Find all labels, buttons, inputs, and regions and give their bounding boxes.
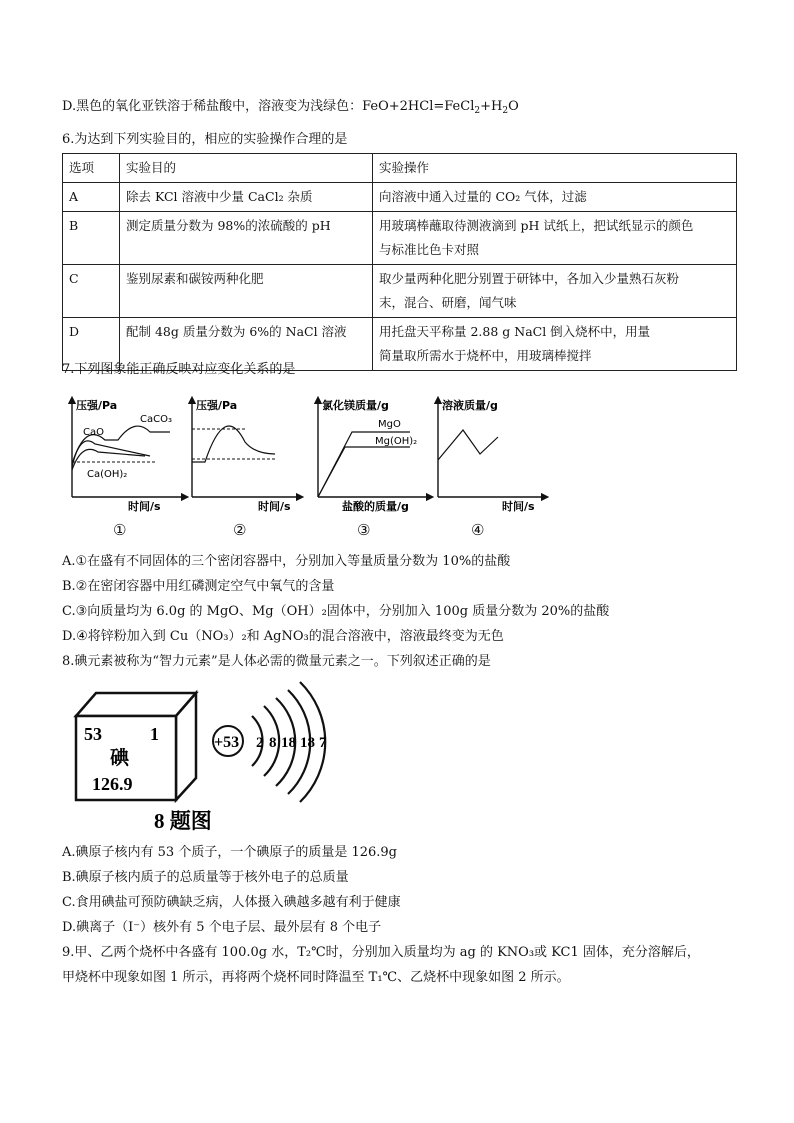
svg-text:Ca(OH)₂: Ca(OH)₂ (87, 469, 128, 480)
svg-text:MgO: MgO (378, 419, 401, 430)
q8-option-b: B.碘原子核内质子的总质量等于核外电子的总质量 (62, 870, 349, 885)
graph-3-ylabel: 氯化镁质量/g (322, 399, 389, 412)
graph-4-number: ④ (471, 521, 485, 539)
q7-option-d: D.④将锌粉加入到 Cu（NO₃）₂和 AgNO₃的混合溶液中，溶液最终变为无色 (62, 629, 504, 644)
q7-graphs (60, 392, 740, 520)
q6-table (62, 153, 737, 371)
shell-1: 2 (256, 735, 264, 751)
graph-2-number: ② (233, 521, 247, 539)
table-row: C 鉴别尿素和碳铵两种化肥 取少量两种化肥分别置于研钵中，各加入少量熟石灰粉 末，混合、研磨，闻气味 (63, 265, 737, 318)
graph-1-ylabel: 压强/Pa (76, 399, 118, 412)
graph-3 (318, 398, 430, 513)
graph-4-xlabel: 时间/s (502, 500, 535, 513)
q7-option-a: A.①在盛有不同固体的三个密闭容器中，分别加入等量质量分数为 10%的盐酸 (62, 554, 511, 569)
graph-3-number: ③ (357, 521, 371, 539)
table-header-row: 选项 实验目的 实验操作 (63, 154, 737, 183)
shell-3: 18 (281, 735, 296, 751)
svg-text:CaCO₃: CaCO₃ (140, 414, 172, 425)
graph-2-ylabel: 压强/Pa (196, 399, 238, 412)
figure-caption: 8 题图 (154, 809, 212, 833)
atomic-mass: 126.9 (92, 774, 133, 794)
q7-option-b: B.②在密闭容器中用红磷测定空气中氧气的含量 (62, 579, 335, 594)
nucleus: +53 (214, 734, 240, 751)
table-row: A 除去 KCl 溶液中少量 CaCl₂ 杂质 向溶液中通入过量的 CO₂ 气体，过滤 (63, 183, 737, 212)
q7-option-c: C.③向质量均为 6.0g 的 MgO、Mg（OH）₂固体中，分别加入 100g 质量分数为 20%的盐酸 (62, 604, 610, 619)
atomic-number: 53 (84, 724, 102, 744)
element-cube (76, 693, 196, 800)
graph-1 (72, 398, 185, 513)
svg-text:CaO: CaO (83, 427, 104, 438)
graph-2-xlabel: 时间/s (258, 500, 291, 513)
element-name: 碘 (110, 748, 130, 769)
shell-5: 7 (319, 735, 327, 751)
q9-line-1: 9.甲、乙两个烧杯中各盛有 100.0g 水，T₂℃时，分别加入质量均为 ag 的 KNO₃或 KC1 固体，充分溶解后， (62, 945, 700, 960)
q9-line-2: 甲烧杯中现象如图 1 所示，再将两个烧杯同时降温至 T₁℃、乙烧杯中现象如图 2 所示。 (62, 970, 570, 985)
graph-1-xlabel: 时间/s (128, 500, 161, 513)
q8-figure (66, 678, 366, 838)
table-row: B 测定质量分数为 98%的浓硫酸的 pH 用玻璃棒蘸取待测液滴到 pH 试纸上，把试纸显示的颜色 与标准比色卡对照 (63, 212, 737, 265)
table-row: D 配制 48g 质量分数为 6%的 NaCl 溶液 用托盘天平称量 2.88 g NaCl 倒入烧杯中，用量 简量取所需水于烧杯中，用玻璃棒搅拌 (63, 318, 737, 371)
atom-structure (213, 682, 327, 802)
q5-option-d: D.黑色的氧化亚铁溶于稀盐酸中，溶液变为浅绿色：$FeO+2HCl=FeCl_2+H_2O$ (62, 99, 519, 116)
graph-3-xlabel: 盐酸的质量/g (342, 500, 409, 513)
q8-option-d: D.碘离子（I⁻）核外有 5 个电子层、最外层有 8 个电子 (62, 920, 382, 935)
graph-4 (438, 398, 545, 513)
q6-stem: 6.为达到下列实验目的，相应的实验操作合理的是 (62, 132, 348, 147)
graph-4-ylabel: 溶液质量/g (442, 399, 498, 412)
q7-stem: 7.下列图象能正确反映对应变化关系的是 (62, 362, 296, 377)
q8-option-c: C.食用碘盐可预防碘缺乏病，人体摄入碘越多越有利于健康 (62, 895, 401, 910)
svg-text:Mg(OH)₂: Mg(OH)₂ (375, 436, 418, 447)
q8-option-a: A.碘原子核内有 53 个质子，一个碘原子的质量是 126.9g (62, 845, 397, 860)
shell-2: 8 (269, 735, 277, 751)
q8-stem: 8.碘元素被称为“智力元素”是人体必需的微量元素之一。下列叙述正确的是 (62, 654, 491, 669)
graph-2 (192, 398, 300, 513)
graph-1-number: ① (113, 521, 127, 539)
cube-valence: 1 (150, 724, 159, 744)
shell-4: 18 (300, 735, 315, 751)
